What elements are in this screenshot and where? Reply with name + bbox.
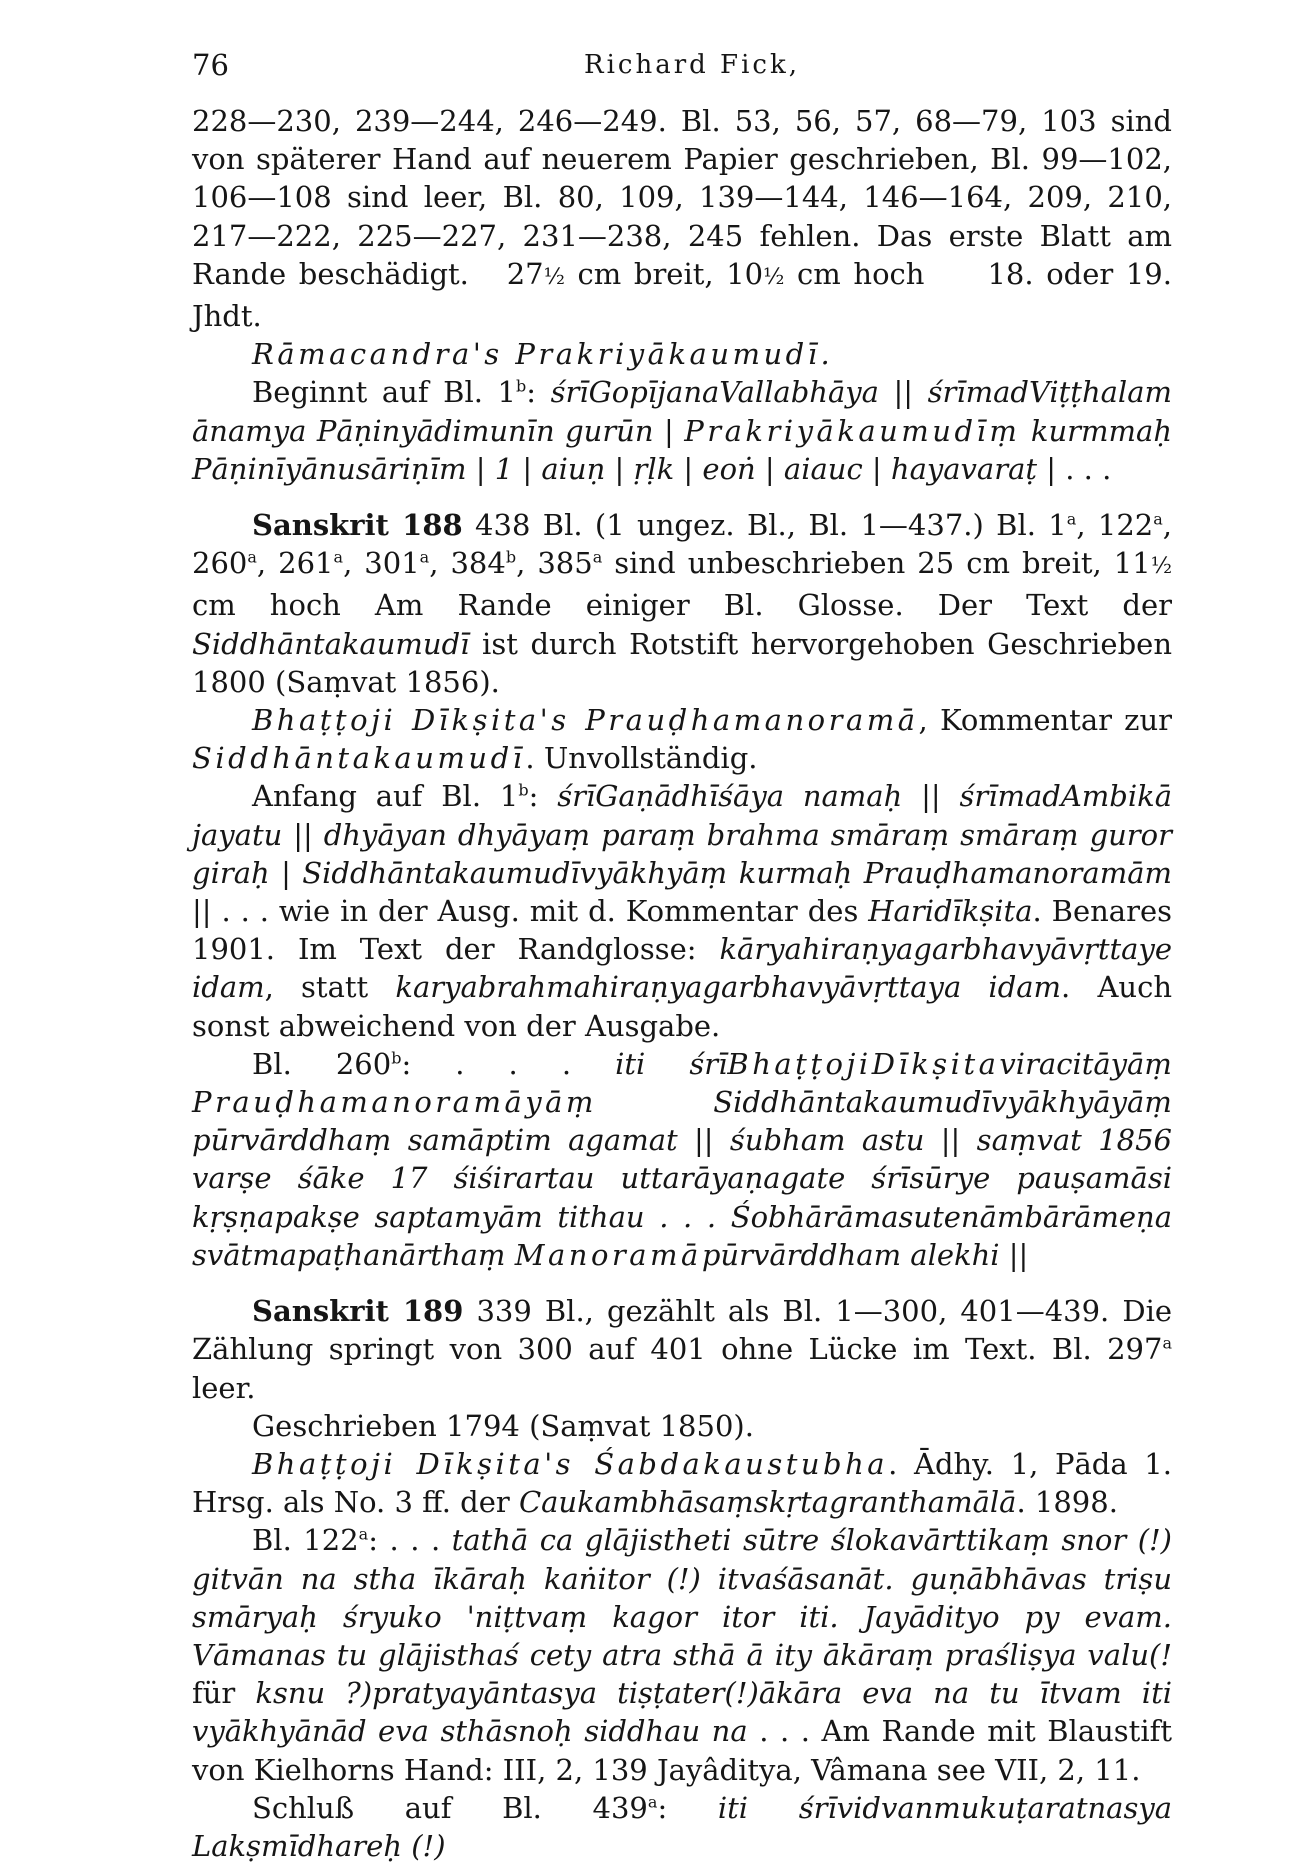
entry-187-title: Rāmacandra's Prakriyākaumudī. (252, 337, 834, 372)
entry-188-title: Bhaṭṭoji Dīkṣita's Prauḍhamanoramā, Kommentar zur Siddhāntakaumudī. Unvollständig. (192, 703, 1173, 776)
entry-188-signature: Sanskrit 188 (252, 508, 463, 543)
entry-188-description: Sanskrit 188 438 Bl. (1 ungez. Bl., Bl. 1—437.) Bl. 1$^a$, 122$^a$, 260$^a$, 261$^a$, 301$^a$, 384$^b$, 385$^a$ sind unbeschrieben 25 cm breit, 11½ cm hoch Am Rande einiger Bl. Glosse. Der Text der Siddhāntakaumudī ist durch Rotstift hervorgehoben Geschrieben 1800 (Saṃvat 1856). (192, 508, 1173, 699)
entry-187-incipit: Beginnt auf Bl. 1$^b$: śrīGopījanaVallabhāya || śrīmadViṭṭhalam ānamya Pāṇinyādimunīn gurūn | Prakriyākaumudīṃ kurmmaḥ Pāṇinīyānusāriṇīm | 1 | aiuṇ | ṛḷk | eoṅ | aiauc | hayavaraṭ | . . . (192, 375, 1172, 486)
page-number: 76 (192, 48, 229, 82)
entry-188-incipit: Anfang auf Bl. 1$^b$: śrīGaṇādhīśāya namaḥ || śrīmadAmbikā jayatu || dhyāyan dhyāyaṃ paraṃ brahma smāraṃ smāraṃ guror giraḥ | Siddhāntakaumudīvyākhyāṃ kurmaḥ Prauḍhamanoramām || . . . wie in der Ausg. mit d. Kommentar des Haridīkṣita. Benares 1901. Im Text der Randglosse: kāryahiraṇyagarbhavyāvṛttaye idam, statt karyabrahmahiraṇyagarbhavyāvṛttaya idam. Auch sonst abweichend von der Ausgabe. (192, 779, 1172, 1043)
entry-189-explicit: Schluß auf Bl. 439$^a$: iti śrīvidvanmukuṭaratnasya Lakṣmīdhareḥ (!) (192, 1790, 1172, 1863)
entry-187-description: 228—230, 239—244, 246—249. Bl. 53, 56, 57, 68—79, 103 sind von späterer Hand auf neuerem Papier geschrieben, Bl. 99—102, 106—108 sind leer, Bl. 80, 109, 139—144, 146—164, 209, 210, 217—222, 225—227, 231—238, 245 fehlen. Das erste Blatt am Rande beschädigt. 27½ cm breit, 10½ cm hoch 18. oder 19. Jhdt. (192, 104, 1172, 334)
entry-189-description: Sanskrit 189 339 Bl., gezählt als Bl. 1—300, 401—439. Die Zählung springt von 300 auf 401 ohne Lücke im Text. Bl. 297$^a$ leer. (192, 1294, 1173, 1405)
document-body (192, 102, 1172, 1865)
entry-189-title: Bhaṭṭoji Dīkṣita's Śabdakaustubha. Ādhy. 1, Pāda 1. Hrsg. als No. 3 ff. der Caukambhāsaṃskṛtagranthamālā. 1898. (192, 1446, 1172, 1520)
running-title: Richard Fick, (584, 50, 800, 80)
entry-189-quote: Bl. 122$^a$: . . . tathā ca glājistheti sūtre ślokavārttikaṃ snor (!) gitvān na stha īkāraḥ kaṅitor (!) itvaśāsanāt. guṇābhāvas triṣu smāryaḥ śryuko 'niṭtvaṃ kagor itor iti. Jayādityo py evam. Vāmanas tu glājisthaś cety atra sthā ā ity ākāraṃ praśliṣya valu(! für ksnu ?)pratyayāntasya tiṣṭater(!)ākāra eva na tu ītvam iti vyākhyānād eva sthāsnoḥ siddhau na . . . Am Rande mit Blaustift von Kielhorns Hand: III, 2, 139 Jayâditya, Vâmana see VII, 2, 11. (192, 1523, 1172, 1787)
entry-188-explicit: Bl. 260$^b$: . . . iti śrīBhaṭṭojiDīkṣitaviracitāyāṃ Prauḍhamanoramāyāṃ Siddhāntakaumudīvyākhyāyāṃ pūrvārddhaṃ samāptim agamat || śubham astu || saṃvat 1856 varṣe śāke 17 śiśirartau uttarāyaṇagate śrīsūrye pauṣamāsi kṛṣṇapakṣe saptamyām tithau . . . Śobhārāmasutenāmbārāmeṇa svātmapaṭhanārthaṃ Manoramāpūrvārddham alekhi || (192, 1046, 1172, 1272)
page-header (192, 48, 1172, 88)
entry-189-date: Geschrieben 1794 (Saṃvat 1850). (252, 1408, 754, 1443)
entry-189-signature: Sanskrit 189 (252, 1294, 464, 1329)
